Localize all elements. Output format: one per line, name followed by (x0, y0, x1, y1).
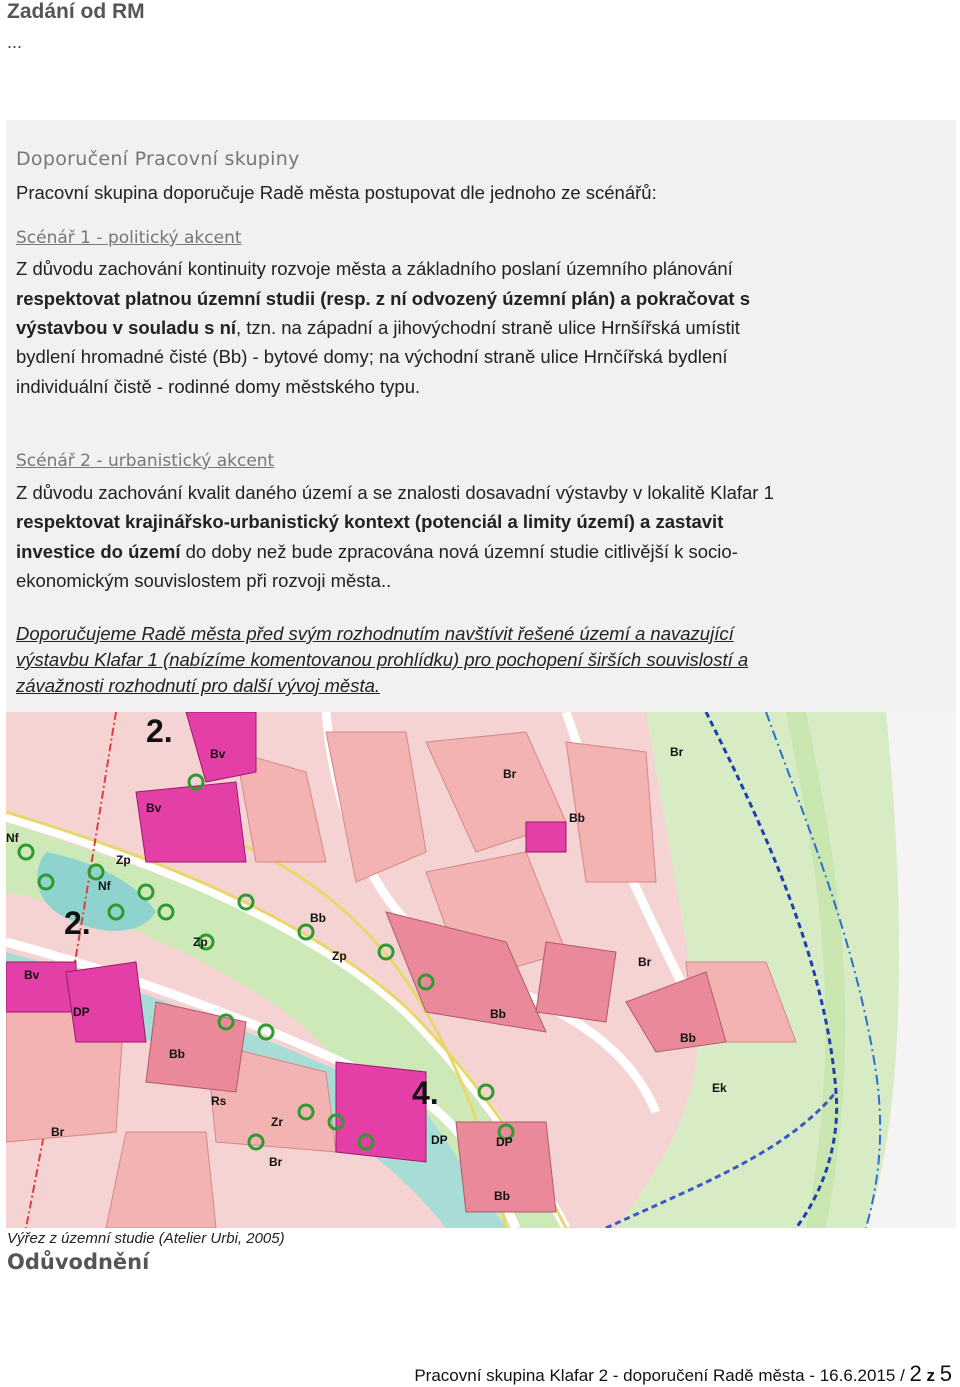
map-label: Bv (146, 801, 162, 815)
section-intro: Pracovní skupina doporučuje Radě města postupovat dle jednoho ze scénářů: (16, 182, 657, 203)
scenario2-line4: ekonomickým souvislostem při rozvoji města.. (16, 570, 392, 591)
map-label: Nf (6, 831, 19, 845)
map-label: Bb (680, 1031, 696, 1045)
scenario1-title[interactable]: Scénář 1 - politický akcent (16, 228, 242, 248)
scenario1-line3 (16, 313, 946, 343)
map-label: Nf (98, 879, 111, 893)
map-label: Br (638, 955, 652, 969)
map-label: Zp (193, 935, 208, 949)
recommendation-line3: závažnosti rozhodnutí pro další vývoj města. (16, 675, 381, 696)
scenario1-bold-c: výstavbou v souladu s ní (16, 317, 237, 338)
scenario1-line4: bydlení hromadné čisté (Bb) - bytové domy; na východní straně ulice Hrnčířská bydlení (16, 346, 728, 367)
scenario2-line3 (16, 537, 946, 567)
map-label: Rs (211, 1094, 227, 1108)
map-number-2a: 2. (146, 713, 173, 749)
footer-z: z (926, 1366, 936, 1385)
scenario1-line5: individuální čistě - rodinné domy městského typu. (16, 376, 421, 397)
map-label: Zp (332, 949, 347, 963)
map-label: Bb (494, 1189, 510, 1203)
map-label: DP (431, 1133, 448, 1147)
map-label: Bb (310, 911, 326, 925)
scenario2-title[interactable]: Scénář 2 - urbanistický akcent (16, 451, 275, 471)
header-ellipsis: ... (7, 32, 23, 52)
map-label: Bb (490, 1007, 506, 1021)
map-label: Bv (210, 747, 226, 761)
page-header-title: Zadání od RM (7, 0, 145, 23)
map-label: Br (269, 1155, 283, 1169)
scenario1-rest: , tzn. na západní a jihovýchodní straně ulice Hrnšířská umístit (236, 317, 740, 338)
map-label: DP (496, 1135, 513, 1149)
map-number-4: 4. (412, 1075, 439, 1111)
recommendation-line1: Doporučujeme Radě města před svým rozhodnutím navštívit řešené území a navazující (16, 623, 734, 644)
footer-text: Pracovní skupina Klafar 2 - doporučení Radě města - 16.6.2015 / (414, 1366, 910, 1385)
footer-total: 5 (939, 1361, 952, 1386)
map-label: Ek (712, 1081, 727, 1095)
map-label: Bv (24, 968, 40, 982)
scenario2-line1: Z důvodu zachování kvalit daného území a se znalosti dosavadní výstavby v lokalitě Klafar 1 (16, 482, 774, 503)
map-label: Br (51, 1125, 65, 1139)
scenario1-line2 (16, 284, 946, 314)
scenario1-line1: Z důvodu zachování kontinuity rozvoje města a základního poslaní územního plánování (16, 258, 733, 279)
map-label: Bb (569, 811, 585, 825)
justification-heading: Odůvodnění (7, 1250, 150, 1274)
scenario1-bold-b: z ní odvozený územní plán) a pokračovat s (375, 288, 750, 309)
scenario1-bold-a: respektovat platnou územní studii (resp. (16, 288, 371, 309)
map-label: Br (670, 745, 684, 759)
page-footer (414, 1361, 952, 1387)
footer-page: 2 (909, 1361, 922, 1386)
scenario2-line2: respektovat krajinářsko-urbanistický kontext (potenciál a limity území) a zastavit (16, 511, 724, 532)
map-label: Bb (169, 1047, 185, 1061)
map-number-2b: 2. (64, 905, 91, 941)
map-label: Br (503, 767, 517, 781)
section-title: Doporučení Pracovní skupiny (16, 148, 300, 170)
map-label: Zp (116, 853, 131, 867)
recommendation-line2: výstavbu Klafar 1 (nabízíme komentovanou prohlídku) pro pochopení širších souvislostí a (16, 649, 749, 670)
scenario2-bold-b: investice do území (16, 541, 181, 562)
urban-plan-map (6, 712, 956, 1228)
map-label: DP (73, 1005, 90, 1019)
scenario2-rest: do doby než bude zpracována nová územní studie citlivější k socio- (180, 541, 738, 562)
map-label: Zr (271, 1115, 283, 1129)
map-caption: Výřez z územní studie (Atelier Urbi, 2005) (7, 1230, 285, 1247)
